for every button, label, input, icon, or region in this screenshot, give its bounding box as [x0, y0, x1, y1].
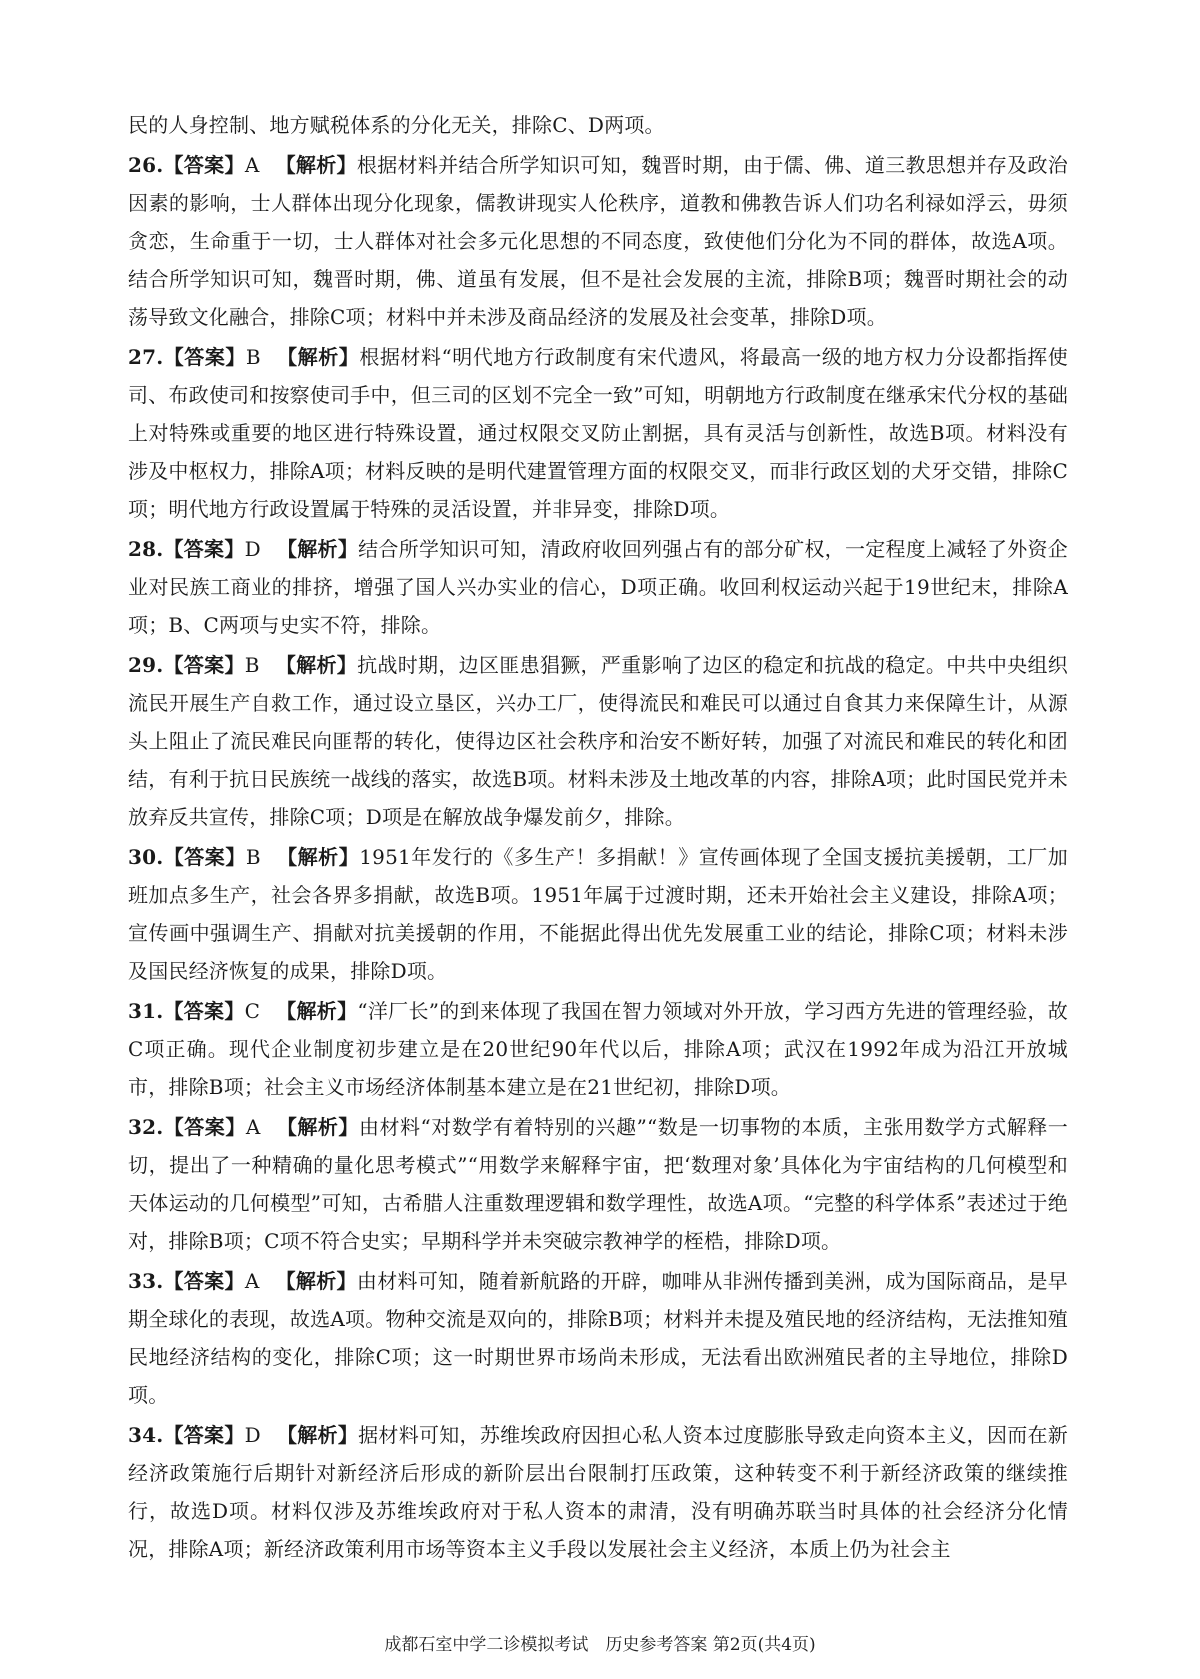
answer-letter: C: [244, 999, 261, 1023]
continued-paragraph: 民的人身控制、地方赋税体系的分化无关，排除C、D两项。: [128, 113, 665, 137]
question-number: 31.: [128, 999, 164, 1023]
analysis-text: 根据材料并结合所学知识可知，魏晋时期，由于儒、佛、道三教思想并存及政治因素的影响，士人群体出现分化现象，儒教讲现实人伦秩序，道教和佛教告诉人们功名利禄如浮云，毋须贪恋，生命重于一切，士人群体对社会多元化思想的不同态度，致使他们分化为不同的群体，故选A项。结合所学知识可知，魏晋时期，佛、道虽有发展，但不是社会发展的主流，排除B项；魏晋时期社会的动荡导致文化融合，排除C项；材料中并未涉及商品经济的发展及社会变革，排除D项。: [128, 153, 1068, 329]
question-number: 32.: [128, 1115, 164, 1139]
question-number: 28.: [128, 537, 164, 561]
answer-label: 【答案】: [163, 153, 245, 177]
analysis-label: 【解析】: [275, 1269, 357, 1293]
analysis-text: 抗战时期，边区匪患猖獗，严重影响了边区的稳定和抗战的稳定。中共中央组织流民开展生产自救工作，通过设立垦区，兴办工厂，使得流民和难民可以通过自食其力来保障生计，从源头上阻止了流民难民向匪帮的转化，使得边区社会秩序和治安不断好转，加强了对流民和难民的转化和团结，有利于抗日民族统一战线的落实，故选B项。材料未涉及土地改革的内容，排除A项；此时国民党并未放弃反共宣传，排除C项；D项是在解放战争爆发前夕，排除。: [128, 653, 1069, 829]
page-footer: 成都石室中学二诊模拟考试 历史参考答案 第2页(共4页): [384, 1635, 816, 1655]
answer-item-31: [128, 992, 1068, 1106]
answer-item-34: [128, 1416, 1068, 1568]
analysis-label: 【解析】: [276, 1423, 359, 1447]
analysis-label: 【解析】: [276, 999, 358, 1023]
answer-label: 【答案】: [163, 1423, 245, 1447]
analysis-text: 1951年发行的《多生产！多捐献！》宣传画体现了全国支援抗美援朝，工厂加班加点多生产，社会各界多捐献，故选B项。1951年属于过渡时期，还未开始社会主义建设，排除A项；宣传画中强调生产、捐献对抗美援朝的作用，不能据此得出优先发展重工业的结论，排除C项；材料未涉及国民经济恢复的成果，排除D项。: [128, 845, 1068, 983]
analysis-text: 由材料“对数学有着特别的兴趣”“数是一切事物的本质，主张用数学方式解释一切，提出了一种精确的量化思考模式”“用数学来解释宇宙，把‘数理对象’具体化为宇宙结构的几何模型和天体运动的几何模型”可知，古希腊人注重数理逻辑和数学理性，故选A项。“完整的科学体系”表述过于绝对，排除B项；C项不符合史实；早期科学并未突破宗教神学的桎梏，排除D项。: [128, 1115, 1068, 1253]
question-number: 34.: [128, 1423, 164, 1447]
analysis-text: 根据材料“明代地方行政制度有宋代遗风，将最高一级的地方权力分设都指挥使司、布政使司和按察使司手中，但三司的区划不完全一致”可知，明朝地方行政制度在继承宋代分权的基础上对特殊或重要的地区进行特殊设置，通过权限交叉防止割据，具有灵活与创新性，故选B项。材料没有涉及中枢权力，排除A项；材料反映的是明代建置管理方面的权限交叉，而非行政区划的犬牙交错，排除C项；明代地方行政设置属于特殊的灵活设置，并非异变，排除D项。: [128, 345, 1068, 521]
answer-letter: D: [244, 537, 261, 561]
question-number: 29.: [128, 653, 164, 677]
answer-label: 【答案】: [163, 537, 245, 561]
answer-item-26: [128, 146, 1068, 336]
answer-label: 【答案】: [163, 345, 246, 369]
answer-letter: A: [244, 153, 260, 177]
question-number: 26.: [128, 153, 164, 177]
answer-letter: B: [244, 653, 260, 677]
analysis-text: 结合所学知识可知，清政府收回列强占有的部分矿权，一定程度上减轻了外资企业对民族工商业的排挤，增强了国人兴办实业的信心，D项正确。收回利权运动兴起于19世纪末，排除A项；B、C两项与史实不符，排除。: [128, 537, 1068, 637]
answer-item-29: [128, 646, 1068, 836]
analysis-label: 【解析】: [275, 653, 358, 677]
question-number: 30.: [128, 845, 164, 869]
analysis-label: 【解析】: [276, 537, 359, 561]
analysis-text: “洋厂长”的到来体现了我国在智力领域对外开放，学习西方先进的管理经验，故C项正确。现代企业制度初步建立是在20世纪90年代以后，排除A项；武汉在1992年成为沿江开放城市，排除B项；社会主义市场经济体制基本建立是在21世纪初，排除D项。: [128, 999, 1068, 1099]
analysis-label: 【解析】: [276, 845, 360, 869]
answer-item-33: [128, 1262, 1068, 1414]
answer-label: 【答案】: [163, 1115, 246, 1139]
analysis-label: 【解析】: [275, 153, 357, 177]
answer-label: 【答案】: [163, 1269, 245, 1293]
answer-label: 【答案】: [163, 845, 246, 869]
answer-label: 【答案】: [163, 999, 245, 1023]
question-number: 27.: [128, 345, 164, 369]
answer-item-27: [128, 338, 1068, 528]
answer-item-28: [128, 530, 1068, 644]
analysis-text: 由材料可知，随着新航路的开辟，咖啡从非洲传播到美洲，成为国际商品，是早期全球化的表现，故选A项。物种交流是双向的，排除B项；材料并未提及殖民地的经济结构，无法推知殖民地经济结构的变化，排除C项；这一时期世界市场尚未形成，无法看出欧洲殖民者的主导地位，排除D项。: [128, 1269, 1068, 1407]
answer-letter: A: [244, 1269, 260, 1293]
answer-label: 【答案】: [163, 653, 245, 677]
answer-letter: B: [245, 845, 261, 869]
answer-letter: D: [244, 1423, 261, 1447]
question-number: 33.: [128, 1269, 164, 1293]
answer-item-32: [128, 1108, 1068, 1260]
answer-letter: A: [245, 1115, 261, 1139]
answer-content: [128, 106, 1068, 1570]
analysis-label: 【解析】: [276, 345, 360, 369]
analysis-label: 【解析】: [276, 1115, 359, 1139]
answer-item-30: [128, 838, 1068, 990]
answer-letter: B: [245, 345, 261, 369]
analysis-text: 据材料可知，苏维埃政府因担心私人资本过度膨胀导致走向资本主义，因而在新经济政策施行后期针对新经济后形成的新阶层出台限制打压政策，这种转变不利于新经济政策的继续推行，故选D项。材料仅涉及苏维埃政府对于私人资本的肃清，没有明确苏联当时具体的社会经济分化情况，排除A项；新经济政策利用市场等资本主义手段以发展社会主义经济，本质上仍为社会主: [128, 1423, 1068, 1561]
